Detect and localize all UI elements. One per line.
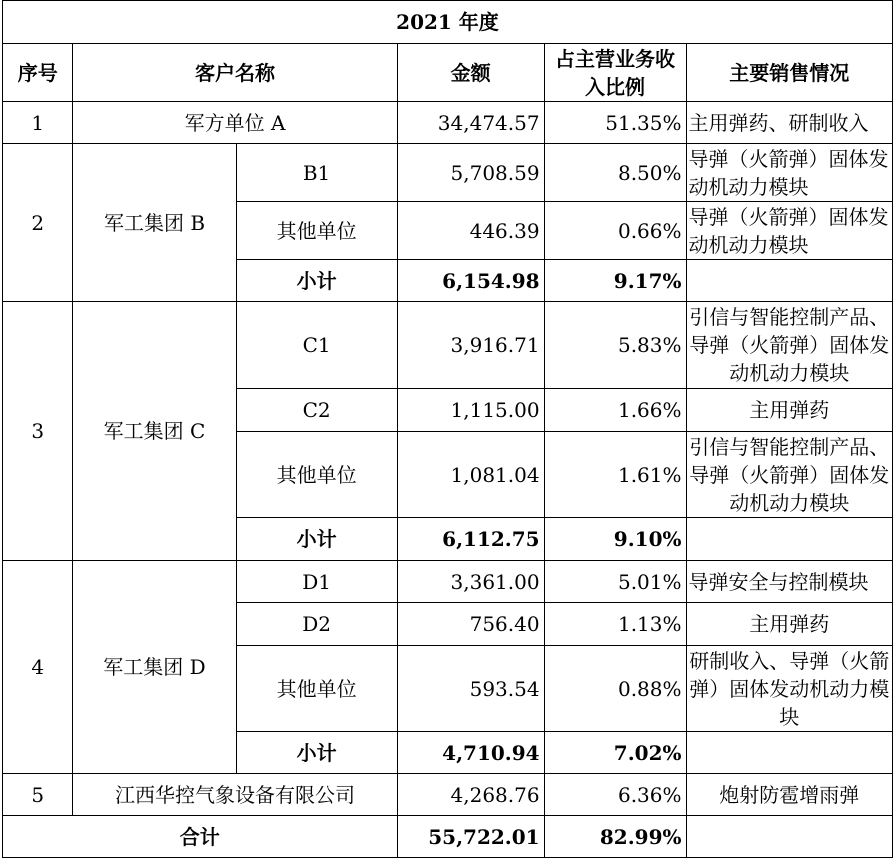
header-customer: 客户名称 — [73, 44, 397, 102]
amount-cell: 1,115.00 — [397, 389, 544, 432]
subtotal-amount: 6,112.75 — [397, 518, 544, 561]
empty-desc-cell — [686, 260, 892, 302]
customer-sales-table — [2, 0, 893, 858]
header-ratio: 占主营业务收入比例 — [544, 44, 686, 102]
total-amount: 55,722.01 — [397, 816, 544, 858]
subtotal-ratio: 7.02% — [544, 732, 686, 774]
sub-customer-cell: 其他单位 — [236, 432, 397, 518]
ratio-cell: 1.13% — [544, 603, 686, 646]
table-row — [3, 302, 893, 389]
desc-cell: 引信与智能控制产品、导弹（火箭弹）固体发动机动力模块 — [686, 432, 892, 518]
total-ratio: 82.99% — [544, 816, 686, 858]
header-amount: 金额 — [397, 44, 544, 102]
year-title: 2021 年度 — [3, 1, 893, 44]
empty-desc-cell — [686, 518, 892, 561]
desc-cell: 炮射防雹增雨弹 — [686, 774, 892, 816]
seq-cell: 2 — [3, 144, 73, 302]
ratio-cell: 5.01% — [544, 561, 686, 603]
ratio-cell: 0.88% — [544, 646, 686, 732]
seq-cell: 1 — [3, 102, 73, 144]
group-cell: 军工集团 D — [73, 561, 236, 774]
group-cell: 军工集团 C — [73, 302, 236, 561]
desc-cell: 主用弹药、研制收入 — [686, 102, 892, 144]
seq-cell: 5 — [3, 774, 73, 816]
desc-cell: 主用弹药 — [686, 603, 892, 646]
group-cell: 军工集团 B — [73, 144, 236, 302]
sub-customer-cell: C2 — [236, 389, 397, 432]
subtotal-amount: 4,710.94 — [397, 732, 544, 774]
desc-cell: 导弹（火箭弹）固体发动机动力模块 — [686, 202, 892, 260]
desc-cell: 引信与智能控制产品、导弹（火箭弹）固体发动机动力模块 — [686, 302, 892, 389]
ratio-cell: 51.35% — [544, 102, 686, 144]
sub-customer-cell: D2 — [236, 603, 397, 646]
subtotal-label: 小计 — [236, 518, 397, 561]
table-row — [3, 102, 893, 144]
sub-customer-cell: C1 — [236, 302, 397, 389]
amount-cell: 34,474.57 — [397, 102, 544, 144]
ratio-cell: 5.83% — [544, 302, 686, 389]
amount-cell: 1,081.04 — [397, 432, 544, 518]
total-label: 合计 — [3, 816, 398, 858]
customer-cell: 军方单位 A — [73, 102, 397, 144]
ratio-cell: 8.50% — [544, 144, 686, 202]
header-seq: 序号 — [3, 44, 73, 102]
subtotal-ratio: 9.17% — [544, 260, 686, 302]
total-row — [3, 816, 893, 858]
subtotal-label: 小计 — [236, 732, 397, 774]
ratio-cell: 0.66% — [544, 202, 686, 260]
sub-customer-cell: D1 — [236, 561, 397, 603]
amount-cell: 593.54 — [397, 646, 544, 732]
header-desc: 主要销售情况 — [686, 44, 892, 102]
sub-customer-cell: 其他单位 — [236, 646, 397, 732]
table-row — [3, 774, 893, 816]
subtotal-ratio: 9.10% — [544, 518, 686, 561]
customer-cell: 江西华控气象设备有限公司 — [73, 774, 397, 816]
seq-cell: 3 — [3, 302, 73, 561]
ratio-cell: 1.66% — [544, 389, 686, 432]
amount-cell: 3,361.00 — [397, 561, 544, 603]
seq-cell: 4 — [3, 561, 73, 774]
sub-customer-cell: 其他单位 — [236, 202, 397, 260]
subtotal-label: 小计 — [236, 260, 397, 302]
empty-desc-cell — [686, 816, 892, 858]
empty-desc-cell — [686, 732, 892, 774]
amount-cell: 756.40 — [397, 603, 544, 646]
desc-cell: 导弹安全与控制模块 — [686, 561, 892, 603]
table-row — [3, 561, 893, 603]
amount-cell: 5,708.59 — [397, 144, 544, 202]
amount-cell: 446.39 — [397, 202, 544, 260]
sub-customer-cell: B1 — [236, 144, 397, 202]
ratio-cell: 1.61% — [544, 432, 686, 518]
desc-cell: 导弹（火箭弹）固体发动机动力模块 — [686, 144, 892, 202]
desc-cell: 主用弹药 — [686, 389, 892, 432]
header-row — [3, 44, 893, 102]
subtotal-amount: 6,154.98 — [397, 260, 544, 302]
ratio-cell: 6.36% — [544, 774, 686, 816]
amount-cell: 4,268.76 — [397, 774, 544, 816]
table-row — [3, 144, 893, 202]
amount-cell: 3,916.71 — [397, 302, 544, 389]
desc-cell: 研制收入、导弹（火箭弹）固体发动机动力模块 — [686, 646, 892, 732]
